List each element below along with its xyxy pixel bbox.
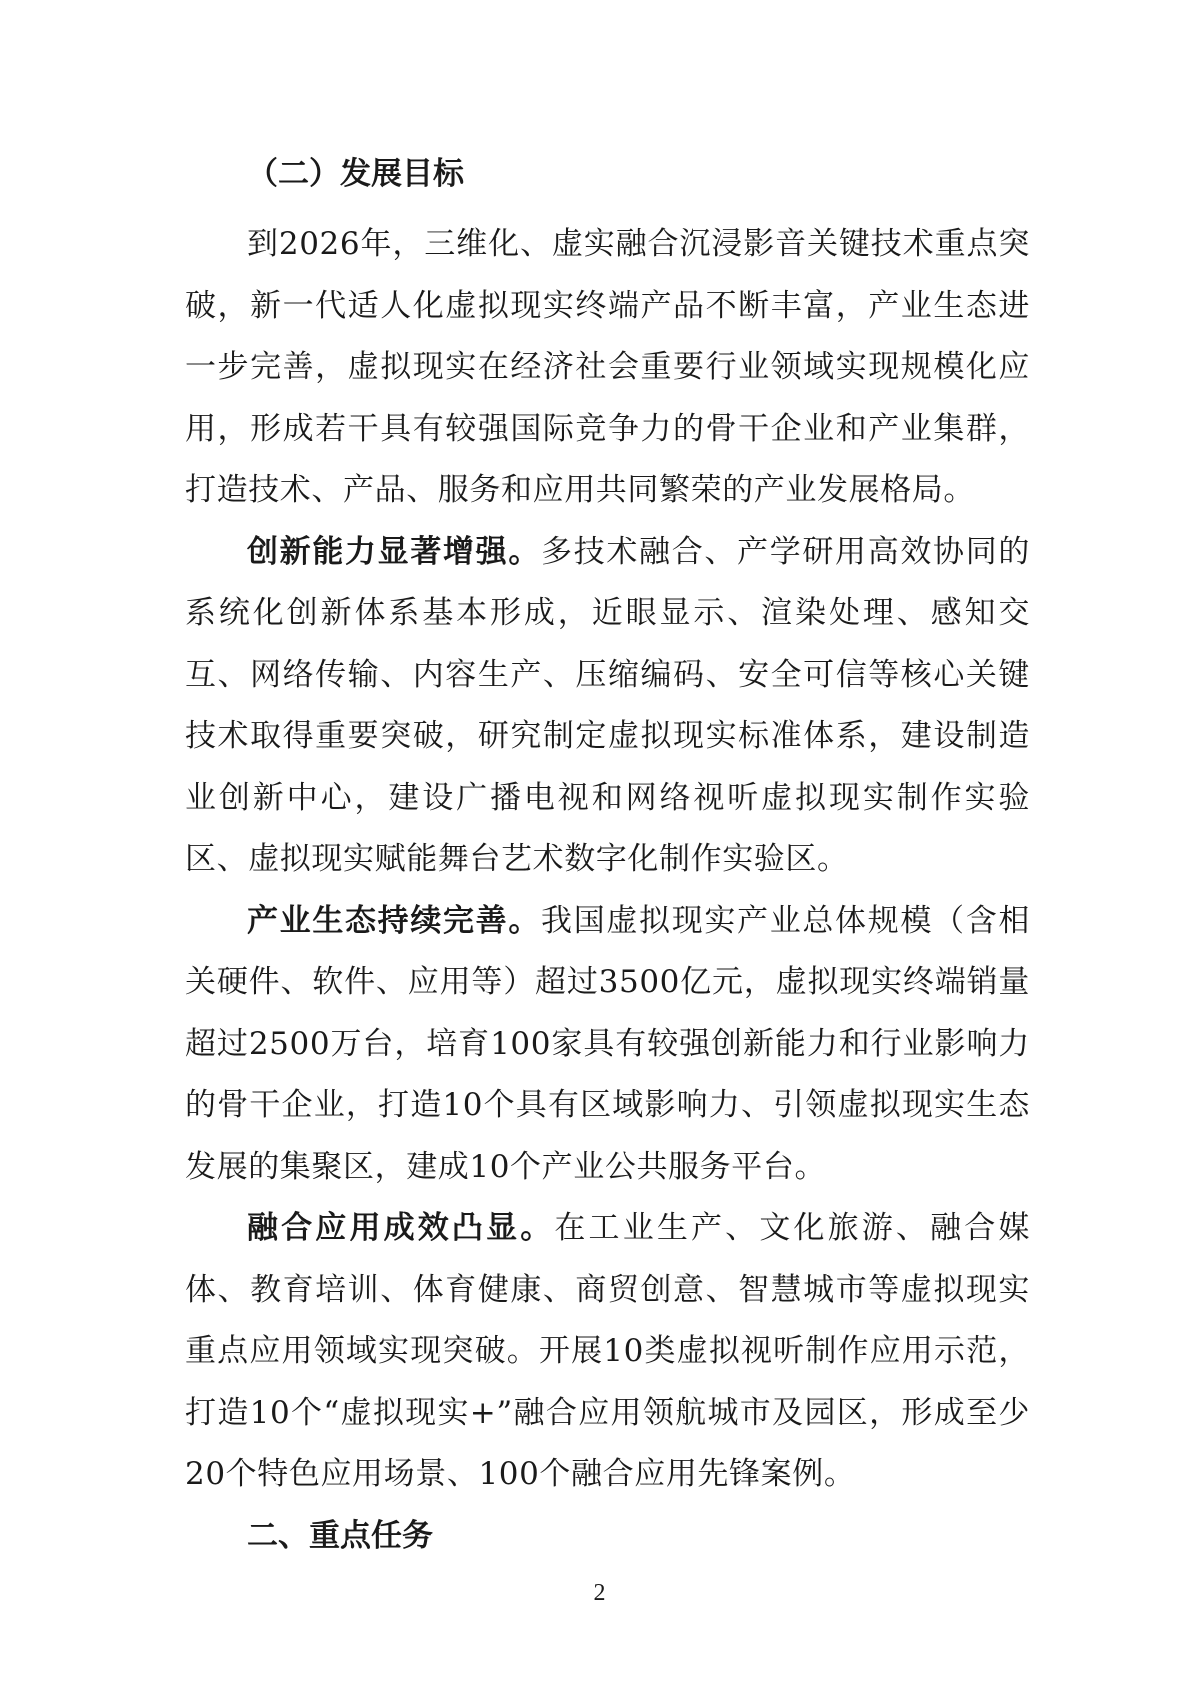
page-content [185,152,1030,1567]
goal-title: 产业生态持续完善。 [247,902,542,939]
goal-title: 创新能力显著增强。 [247,533,542,570]
goal-title: 融合应用成效凸显。 [247,1210,555,1246]
intro-paragraph: 到2026年，三维化、虚实融合沉浸影音关键技术重点突破，新一代适人化虚拟现实终端产品不断丰富，产业生态进一步完善，虚拟现实在经济社会重要行业领域实现规模化应用，形成若干具有较强国际竞争力的骨干企业和产业集群，打造技术、产品、服务和应用共同繁荣的产业发展格局。 [185,226,1030,508]
goal-paragraph-application [185,1198,1030,1506]
section-heading: 二、重点任务 [247,1517,433,1554]
goal-body: 多技术融合、产学研用高效协同的系统化创新体系基本形成，近眼显示、渲染处理、感知交互、网络传输、内容生产、压缩编码、安全可信等核心关键技术取得重要突破，研究制定虚拟现实标准体系，建设制造业创新中心，建设广播电视和网络视听虚拟现实制作实验区、虚拟现实赋能舞台艺术数字化制作实验区。 [185,533,1030,877]
goal-body: 我国虚拟现实产业总体规模（含相关硬件、软件、应用等）超过3500亿元，虚拟现实终端销量超过2500万台，培育100家具有较强创新能力和行业影响力的骨干企业，打造10个具有区域影响力、引领虚拟现实生态发展的集聚区，建成10个产业公共服务平台。 [185,902,1030,1185]
goal-paragraph-ecosystem [185,891,1030,1199]
goal-paragraph-innovation [185,522,1030,891]
subsection-heading: （二）发展目标 [247,156,464,192]
goal-body: 在工业生产、文化旅游、融合媒体、教育培训、体育健康、商贸创意、智慧城市等虚拟现实重点应用领域实现突破。开展10类虚拟视听制作应用示范，打造10个“虚拟现实+”融合应用领航城市及园区，形成至少20个特色应用场景、100个融合应用先锋案例。 [185,1210,1030,1492]
page-number: 2 [593,1580,606,1606]
